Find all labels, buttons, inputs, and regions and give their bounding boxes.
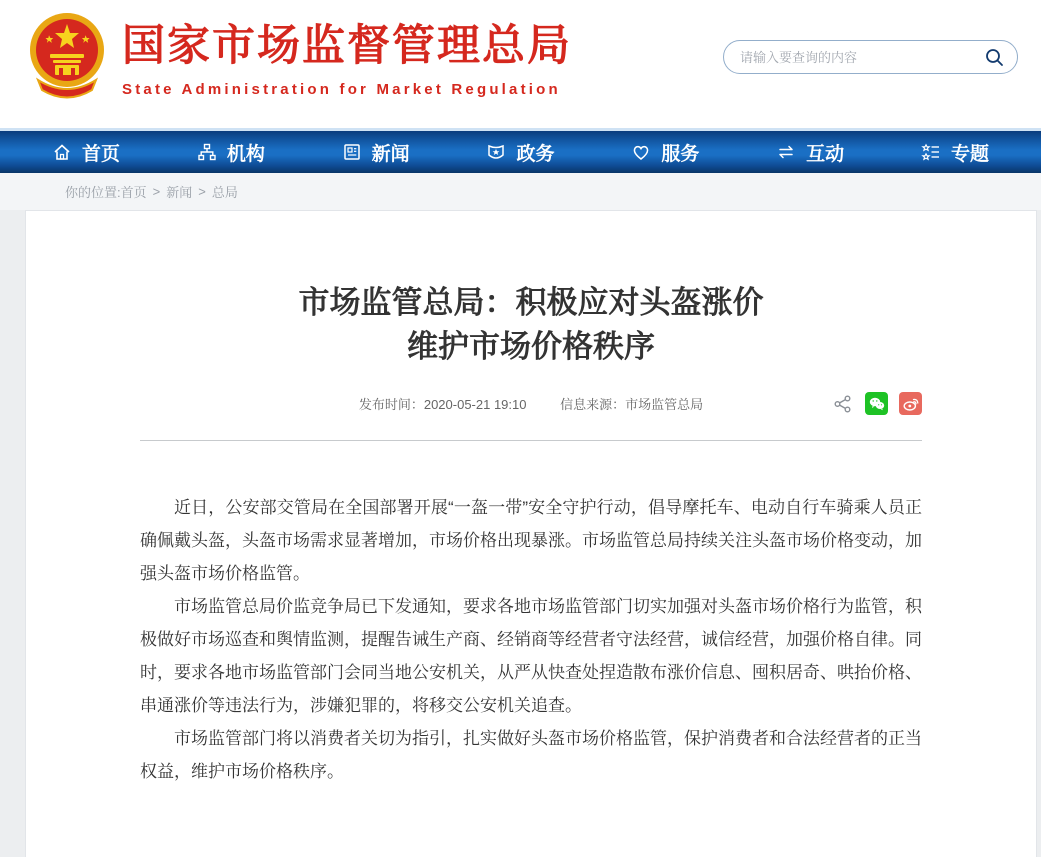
- share-icon: [833, 394, 853, 414]
- nav-item-service[interactable]: [631, 139, 699, 166]
- article-meta: [140, 394, 922, 418]
- breadcrumb-item-home[interactable]: 首页: [120, 185, 147, 200]
- search-icon: [984, 47, 1004, 67]
- paragraph: 市场监管总局价监竞争局已下发通知，要求各地市场监管部门切实加强对头盔市场价格行为监管，积极做好市场巡查和舆情监测，提醒告诫生产商、经销商等经营者守法经营，诚信经营，加强价格自律。同时，要求各地市场监管部门会同当地公安机关，从严从快查处捏造散布涨价信息、囤积居奇、哄抬价格、串通涨价等违法行为，涉嫌犯罪的，将移交公安机关追查。: [140, 597, 922, 715]
- article: [26, 211, 1036, 788]
- nav-label: 互动: [806, 143, 845, 165]
- gov-badge-icon: [486, 142, 506, 162]
- paragraph: 近日，公安部交管局在全国部署开展“一盔一带”安全守护行动，倡导摩托车、电动自行车骑乘人员正确佩戴头盔，头盔市场需求显著增加，市场价格出现暴涨。市场监管总局持续关注头盔市场价格变动，加强头盔市场价格监管。: [140, 498, 922, 583]
- article-body: [140, 491, 922, 788]
- content-panel: [25, 210, 1037, 857]
- share-toolbar: [832, 392, 922, 415]
- nav-item-interact[interactable]: [776, 139, 844, 166]
- nav-item-gov[interactable]: [486, 139, 554, 166]
- article-title-line2: 维护市场价格秩序: [407, 329, 655, 364]
- title-divider: [140, 440, 922, 441]
- main-nav: [0, 131, 1041, 173]
- site-header: [0, 0, 1041, 128]
- breadcrumb-item-news[interactable]: 新闻: [166, 185, 193, 200]
- national-emblem-icon: [28, 10, 106, 112]
- nav-item-home[interactable]: [52, 139, 120, 166]
- breadcrumb: [0, 173, 1041, 210]
- site-subtitle: State Administration for Market Regulation: [122, 81, 561, 99]
- exchange-arrows-icon: [776, 142, 796, 162]
- info-source: 信息来源：市场监管总局: [560, 397, 704, 412]
- search-button[interactable]: [983, 46, 1005, 68]
- nav-label: 政务: [516, 143, 555, 165]
- nav-label: 新闻: [371, 143, 410, 165]
- nav-item-topics[interactable]: [921, 139, 989, 166]
- nav-label: 服务: [661, 143, 700, 165]
- breadcrumb-label: 你的位置:: [65, 185, 121, 200]
- breadcrumb-item-bureau[interactable]: 总局: [211, 185, 238, 200]
- share-button[interactable]: [832, 393, 854, 415]
- nav-label: 首页: [82, 143, 121, 165]
- star-list-icon: [921, 142, 941, 162]
- site-title: 国家市场监督管理总局: [122, 22, 572, 70]
- heart-icon: [631, 142, 651, 162]
- org-chart-icon: [197, 142, 217, 162]
- article-title: [140, 281, 922, 369]
- breadcrumb-separator: >: [152, 184, 161, 199]
- nav-label: 机构: [226, 143, 265, 165]
- breadcrumb-separator: >: [198, 184, 206, 199]
- article-title-line1: 市场监管总局：积极应对头盔涨价: [298, 285, 764, 320]
- paragraph: 市场监管部门将以消费者关切为指引，扎实做好头盔市场价格监管，保护消费者和合法经营者的正当权益，维护市场价格秩序。: [140, 729, 922, 781]
- publish-time: 发布时间：2020-05-21 19:10: [358, 397, 527, 412]
- search-input[interactable]: [740, 50, 983, 65]
- share-wechat-button[interactable]: [865, 392, 888, 415]
- site-logo[interactable]: [28, 10, 572, 112]
- news-icon: [342, 142, 362, 162]
- nav-item-org[interactable]: [197, 139, 265, 166]
- wechat-icon: [868, 395, 886, 413]
- share-weibo-button[interactable]: [899, 392, 922, 415]
- search-box: [723, 40, 1018, 74]
- nav-item-news[interactable]: [342, 139, 410, 166]
- nav-label: 专题: [950, 143, 989, 165]
- home-icon: [52, 142, 72, 162]
- weibo-icon: [902, 395, 920, 413]
